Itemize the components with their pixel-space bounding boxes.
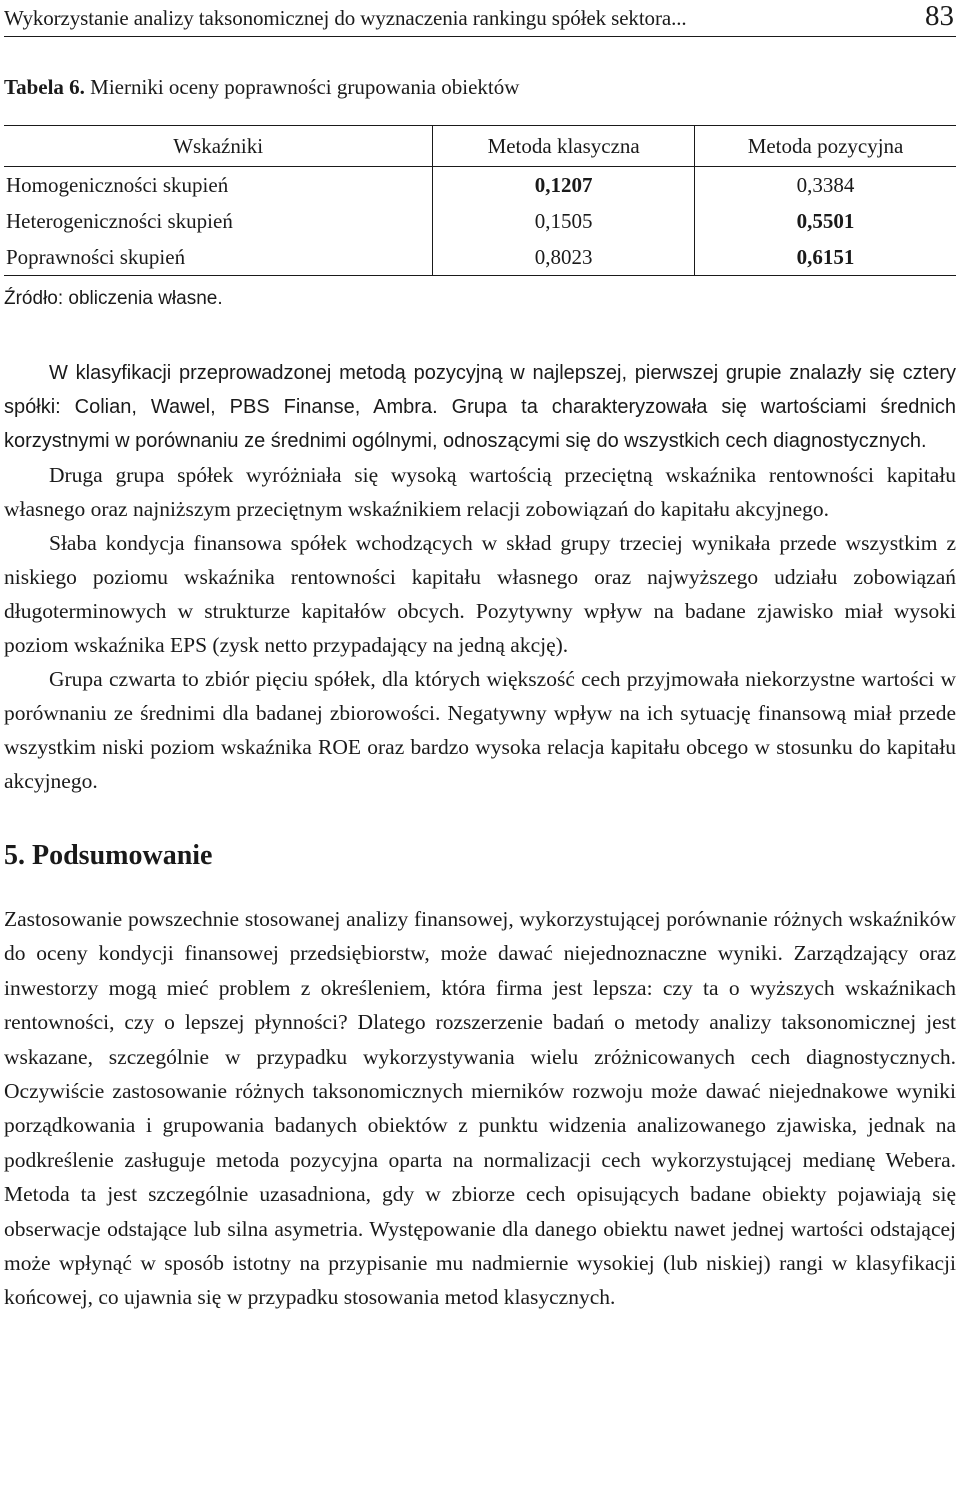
paragraph: Druga grupa spółek wyróżniała się wysoką wartością przeciętną wskaźnika rentowności kapitału własnego oraz najniższym przeciętnym wskaźnikiem relacji zobowiązań do kapitału akcyjnego. (4, 463, 956, 521)
section-body (4, 902, 956, 1315)
running-title: Wykorzystanie analizy taksonomicznej do wyznaczenia rankingu spółek sektora... (4, 6, 687, 30)
table-header-row (4, 126, 956, 167)
table-row (4, 167, 956, 204)
paragraph: Zastosowanie powszechnie stosowanej analizy finansowej, wykorzystującej porównanie różnych wskaźników do oceny kondycji finansowej przedsiębiorstw, może dawać niejednoznaczne wyniki. Zarządzający oraz inwestorzy mogą mieć problem z określeniem, która firma jest lepsza: czy ta o wyższych wskaźnikach rentowności, czy o lepszej płynności? Dlatego rozszerzenie badań o metody analizy taksonomicznej jest wskazane, szczególnie w przypadku wykorzystywania wielu zróżnicowanych cech diagnostycznych. Oczywiście zastosowanie różnych taksonomicznych mierników rozwoju może dawać niejednakowe wyniki porządkowania i grupowania badanych obiektów z punktu widzenia analizowanego zjawiska, jednak na podkreślenie zasługuje metoda pozycyjna oparta na normalizacji cech wykorzystującej medianę Webera. Metoda ta jest szczególnie uzasadniona, gdy w zbiorze cech opisujących badane obiekty pojawiają się obserwacje odstające lub silna asymetria. Występowanie dla danego obiektu nawet jednej wartości odstającej może wpłynąć w sposób istotny na przypisanie mu nadmiernie wysokiej (lub niskiej) rangi w klasyfikacji końcowej, co ujawnia się w przypadku stosowania metod klasycznych. (4, 907, 956, 1310)
cell-klasyczna: 0,8023 (433, 239, 695, 276)
metrics-table (4, 125, 956, 276)
section-heading: 5. Podsumowanie (4, 840, 213, 871)
cell-klasyczna: 0,1505 (433, 203, 695, 239)
cell-pozycyjna: 0,6151 (796, 244, 855, 269)
column-header-wskazniki: Wskaźniki (4, 126, 433, 167)
paragraph: Grupa czwarta to zbiór pięciu spółek, dla których większość cech przyjmowała niekorzystne wartości w porównaniu ze średnimi dla badanej zbiorowości. Negatywny wpływ na ich sytuację finansową miał przede wszystkim niski poziom wskaźnika ROE oraz bardzo wysoka relacja kapitału obcego w stosunku do kapitału akcyjnego. (4, 667, 956, 793)
body-text (4, 356, 956, 798)
row-label: Heterogeniczności skupień (4, 203, 433, 239)
cell-pozycyjna: 0,3384 (796, 172, 855, 197)
column-header-klasyczna: Metoda klasyczna (433, 126, 695, 167)
table-caption (4, 73, 956, 101)
paragraph: W klasyfikacji przeprowadzonej metodą pozycyjną w najlepszej, pierwszej grupie znalazły się cztery spółki: Colian, Wawel, PBS Finanse, Ambra. Grupa ta charakteryzowała się wartościami średnich korzystnymi w porównaniu ze średnimi ogólnymi, odnoszącymi się do wszystkich cech diagnostycznych. (4, 362, 956, 452)
table-source-note: Źródło: obliczenia własne. (4, 288, 223, 309)
table-caption-text: Mierniki oceny poprawności grupowania obiektów (90, 75, 520, 99)
cell-klasyczna: 0,1207 (433, 167, 695, 204)
row-label: Homogeniczności skupień (4, 167, 433, 204)
table-caption-label: Tabela 6. (4, 75, 85, 99)
page-number: 83 (925, 0, 954, 32)
column-header-pozycyjna: Metoda pozycyjna (747, 133, 904, 158)
table-row (4, 239, 956, 276)
document-page (4, 0, 956, 1315)
row-label: Poprawności skupień (4, 239, 433, 276)
table-row (4, 203, 956, 239)
running-header (4, 0, 956, 37)
paragraph: Słaba kondycja finansowa spółek wchodzących w skład grupy trzeciej wynikała przede wszystkim z niskiego poziomu wskaźnika rentowności kapitału własnego oraz najwyższego udziału zobowiązań długoterminowych w strukturze kapitałów obcych. Pozytywny wpływ na badane zjawisko miał wysoki poziom wskaźnika EPS (zysk netto przypadający na jedną akcję). (4, 531, 956, 657)
cell-pozycyjna: 0,5501 (796, 208, 855, 233)
